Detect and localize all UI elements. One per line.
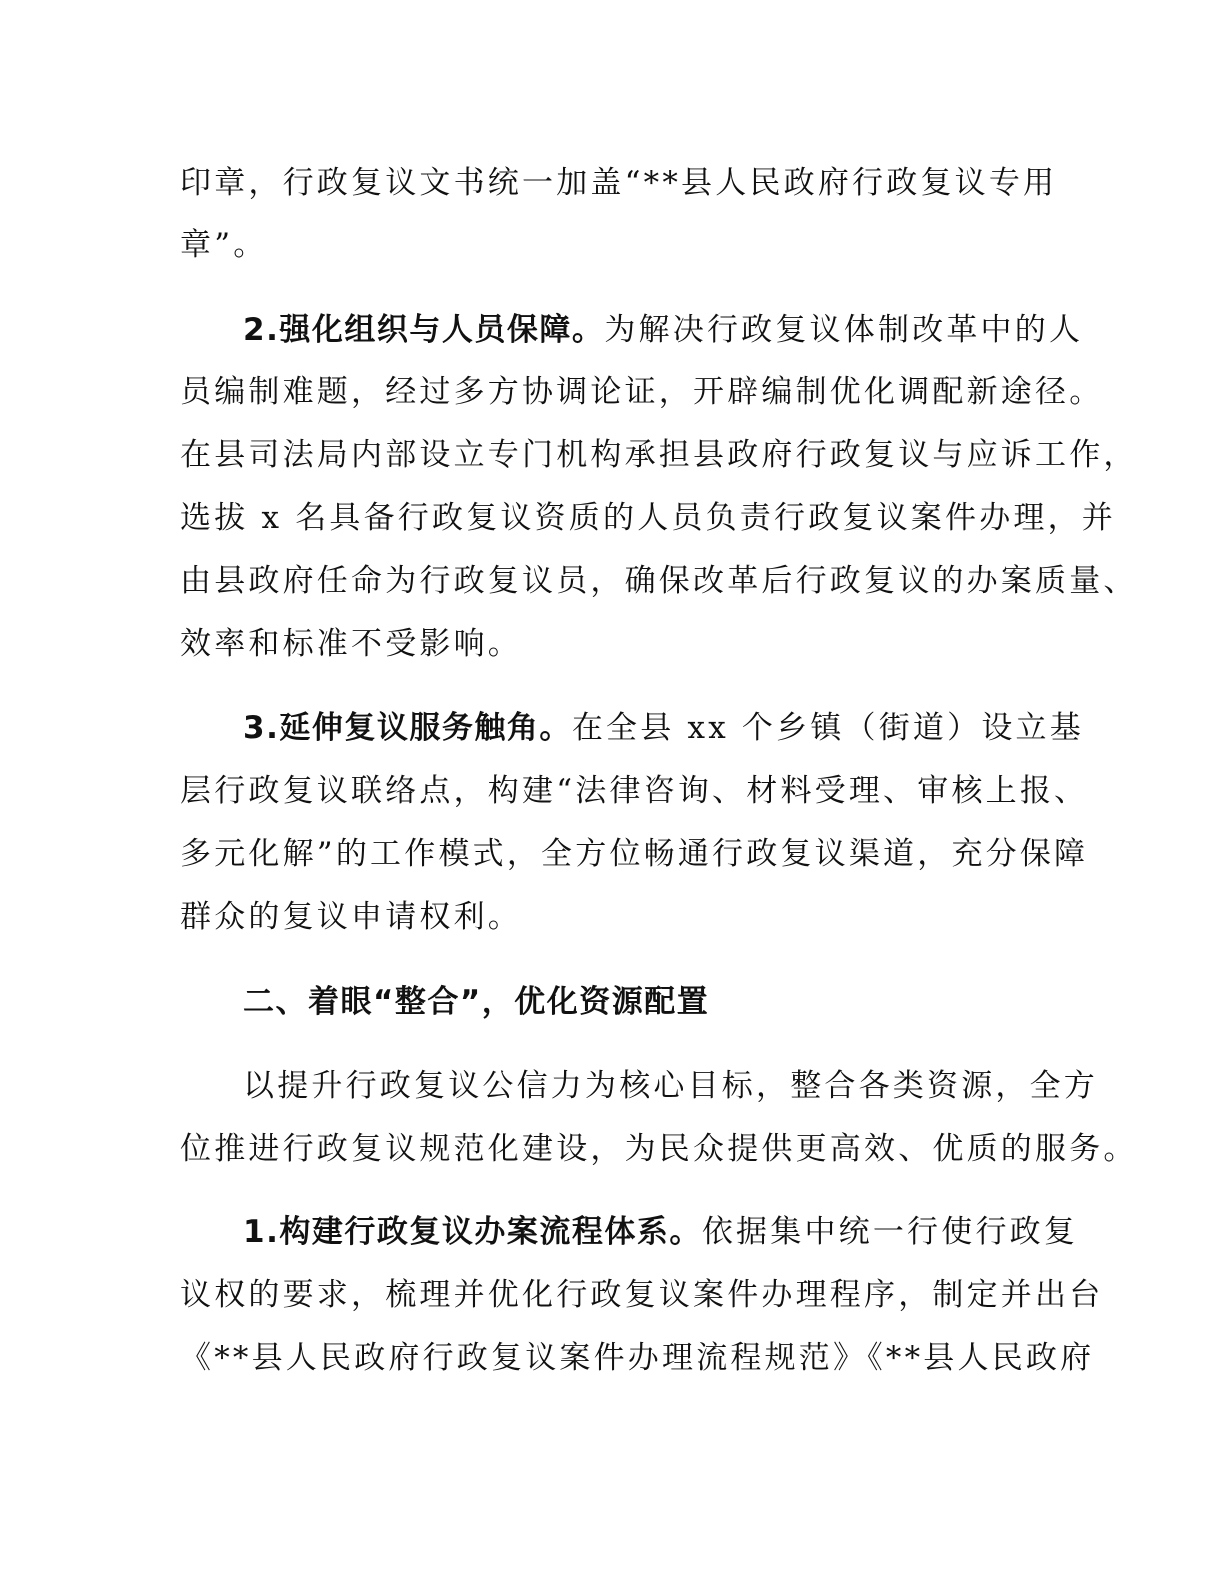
paragraph-heading: 2.强化组织与人员保障。: [243, 312, 605, 348]
paragraph-line: 层行政复议联络点，构建“法律咨询、材料受理、审核上报、: [180, 773, 1089, 809]
paragraph-line: 群众的复议申请权利。: [180, 899, 522, 935]
paragraph-text: 为解决行政复议体制改革中的人: [604, 312, 1084, 348]
paragraph-text: 依据集中统一行使行政复: [701, 1214, 1079, 1250]
paragraph-line: 选拔 x 名具备行政复议资质的人员负责行政复议案件办理，并: [180, 500, 1116, 536]
paragraph-first-line: [243, 307, 1083, 353]
paragraph-line: 多元化解”的工作模式，全方位畅通行政复议渠道，充分保障: [180, 836, 1089, 872]
paragraph-line: 效率和标准不受影响。: [180, 626, 522, 662]
paragraph-heading: 3.延伸复议服务触角。: [243, 710, 572, 746]
paragraph-line: 由县政府任命为行政复议员，确保改革后行政复议的办案质量、: [180, 563, 1138, 599]
paragraph-line: 员编制难题，经过多方协调论证，开辟编制优化调配新途径。: [180, 374, 1104, 410]
paragraph-text: 在全县 xx 个乡镇（街道）设立基: [571, 710, 1084, 746]
paragraph-line: 以提升行政复议公信力为核心目标，整合各类资源，全方: [243, 1068, 1098, 1104]
paragraph-line: 议权的要求，梳理并优化行政复议案件办理程序，制定并出台: [180, 1277, 1104, 1313]
paragraph-line: 印章，行政复议文书统一加盖“**县人民政府行政复议专用: [180, 165, 1058, 201]
paragraph-line: 在县司法局内部设立专门机构承担县政府行政复议与应诉工作，: [180, 437, 1138, 473]
paragraph-line: 位推进行政复议规范化建设，为民众提供更高效、优质的服务。: [180, 1131, 1138, 1167]
paragraph-line: 章”。: [180, 227, 268, 263]
paragraph-first-line: [243, 705, 1084, 751]
paragraph-heading: 1.构建行政复议办案流程体系。: [243, 1214, 702, 1250]
section-title: 二、着眼“整合”，优化资源配置: [243, 984, 710, 1020]
paragraph-first-line: [243, 1209, 1078, 1255]
paragraph-line: 《**县人民政府行政复议案件办理流程规范》《**县人民政府: [180, 1340, 1095, 1376]
